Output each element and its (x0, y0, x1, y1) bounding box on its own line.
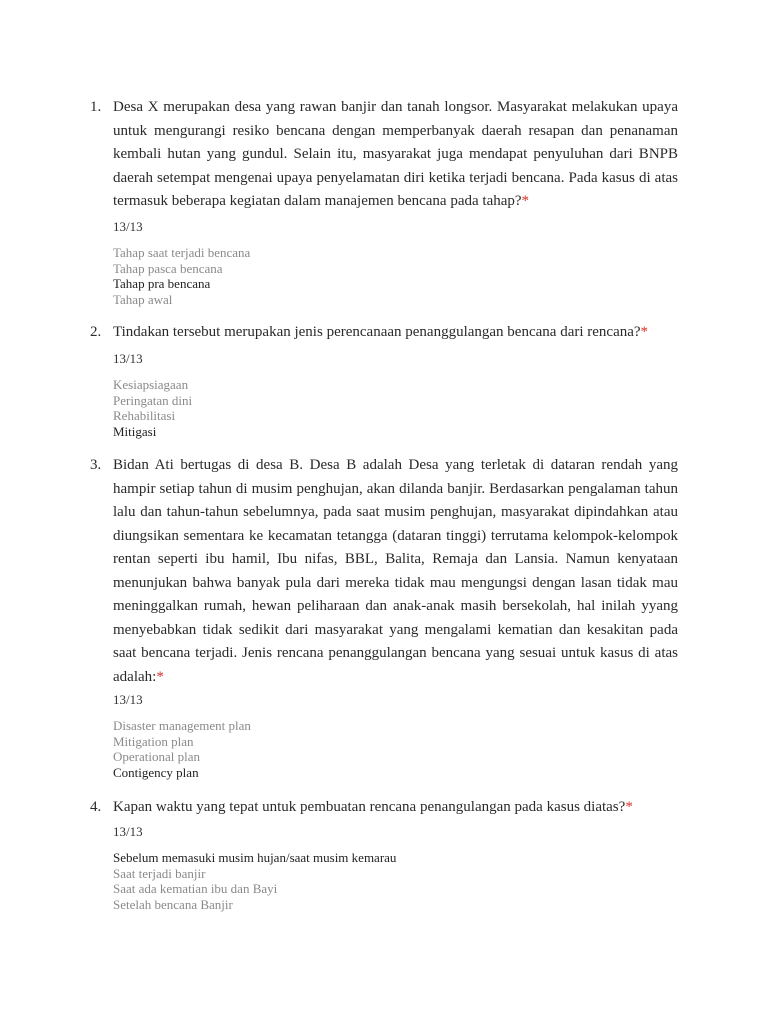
option-item-selected: Tahap pra bencana (113, 276, 211, 292)
required-asterisk: * (521, 193, 530, 209)
option-item-selected: Contigency plan (113, 764, 199, 780)
option-item: Tahap saat terjadi bencana (113, 245, 251, 260)
question-number: 2. (90, 324, 102, 340)
question-number: 3. (90, 457, 102, 473)
option-item: Tahap pasca bencana (113, 260, 223, 276)
option-item-selected: Mitigasi (113, 423, 157, 439)
question-score: 13/13 (113, 824, 143, 839)
question-text: Tindakan tersebut merupakan jenis perencanaan penanggulangan bencana dari rencana?* (113, 324, 649, 340)
option-item: Rehabilitasi (113, 408, 176, 424)
question-number: 4. (90, 799, 102, 815)
question-score: 13/13 (113, 219, 143, 234)
option-item: Peringatan dini (113, 392, 193, 408)
required-asterisk: * (640, 324, 649, 340)
question-score: 13/13 (113, 351, 143, 366)
option-item: Tahap awal (113, 291, 173, 307)
question-number: 1. (90, 99, 102, 115)
option-item: Saat ada kematian ibu dan Bayi (113, 881, 278, 897)
option-list (113, 377, 192, 439)
option-item: Kesiapsiagaan (113, 377, 189, 392)
question-text: Kapan waktu yang tepat untuk pembuatan rencana penangulangan pada kasus diatas?* (113, 799, 633, 815)
option-item: Disaster management plan (113, 718, 251, 733)
option-item-selected: Sebelum memasuki musim hujan/saat musim kemarau (113, 850, 397, 865)
required-asterisk: * (625, 799, 633, 815)
option-list (113, 245, 250, 307)
required-asterisk: * (156, 668, 164, 685)
option-item: Mitigation plan (113, 733, 194, 749)
option-list (113, 718, 251, 780)
question-score: 13/13 (113, 692, 143, 707)
option-list (113, 850, 396, 912)
option-item: Operational plan (113, 749, 200, 765)
question-text: Desa X merupakan desa yang rawan banjir dan tanah longsor. Masyarakat melakukan upaya untuk mengurangi resiko bencana dengan memperbanyak daerah resapan dan penanaman kembali hutan yang gundul. Selain itu, masyarakat juga mendapat penyuluhan dari BNPB daerah setempat mengenai upaya penyelamatan diri ketika terjadi bencana. Pada kasus di atas termasuk beberapa kegiatan dalam manajemen bencana pada tahap?* (113, 99, 678, 209)
question-text: Bidan Ati bertugas di desa B. Desa B adalah Desa yang terletak di dataran rendah yang hampir setiap tahun di musim penghujan, akan dilanda banjir. Berdasarkan pengalaman tahun lalu dan tahun-tahun sebelumnya, pada saat musim penghujan, masyarakat dipindahkan atau diungsikan sementara ke kecamatan tetangga (dataran tinggi) terrutama kelompok-kelompok rentan seperti ibu hamil, Ibu nifas, BBL, Balita, Remaja dan Lansia. Namun kenyataan menunjukan bahwa banyak pula dari mereka tidak mau mengungsi dengan lasan tidak mau meninggalkan rumah, hewan peliharaan dan anak-anak masih bersekolah, hal inilah yyang menyebabkan tidak sedikit dari masyarakat yang mengalami kematian dan kesakitan pada saat bencana terjadi. Jenis rencana penanggulangan bencana yang sesuai untuk kasus di atas adalah:* (113, 457, 678, 685)
option-item: Setelah bencana Banjir (113, 896, 233, 912)
option-item: Saat terjadi banjir (113, 865, 206, 881)
